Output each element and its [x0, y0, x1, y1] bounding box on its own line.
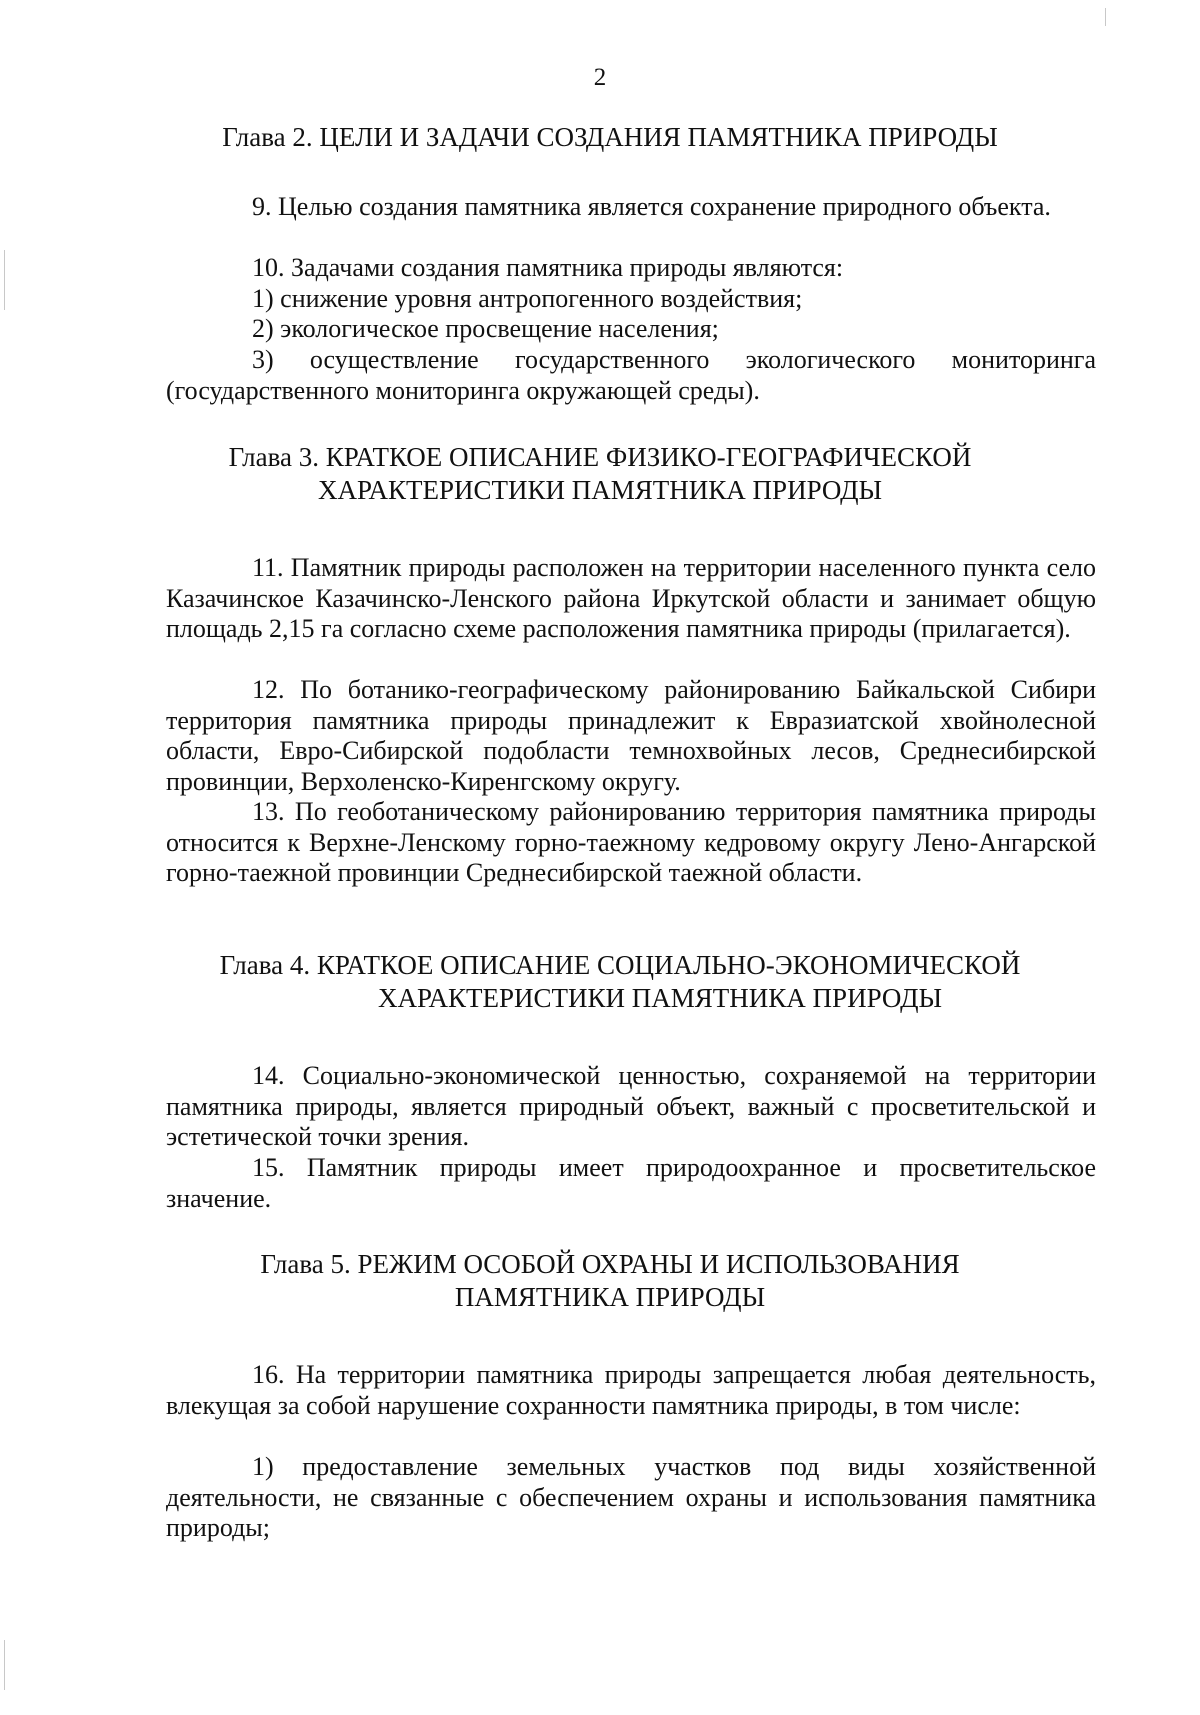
paragraph-12: 12. По ботанико-географическому районированию Байкальской Сибири территория памятника природы принадлежит к Евразиатской хвойнолесной области, Евро-Сибирской подобласти темнохвойных лесов, Среднесибирской провинции, Верхоленско-Киренгскому округу. — [166, 675, 1096, 796]
chapter-2-title: Глава 2. ЦЕЛИ И ЗАДАЧИ СОЗДАНИЯ ПАМЯТНИКА ПРИРОДЫ — [222, 122, 998, 152]
list-item-16-1: 1) предоставление земельных участков под виды хозяйственной деятельности, не связанные с обеспечением охраны и использования памятника природы; — [166, 1452, 1096, 1542]
scan-edge-mark — [4, 250, 5, 310]
list-item-1: 1) снижение уровня антропогенного воздействия; — [252, 284, 803, 313]
scan-edge-mark — [1105, 8, 1106, 26]
chapter-4-title-line-1: Глава 4. КРАТКОЕ ОПИСАНИЕ СОЦИАЛЬНО-ЭКОНОМИЧЕСКОЙ — [219, 950, 1021, 980]
paragraph-15: 15. Памятник природы имеет природоохранное и просветительское значение. — [166, 1153, 1096, 1213]
paragraph-10: 10. Задачами создания памятника природы являются: — [252, 253, 844, 282]
chapter-5-title-line-1: Глава 5. РЕЖИМ ОСОБОЙ ОХРАНЫ И ИСПОЛЬЗОВАНИЯ — [260, 1249, 960, 1279]
paragraph-13: 13. По геоботаническому районированию территория памятника природы относится к Верхне-Ленскому горно-таежному кедровому округу Лено-Ангарской горно-таежной провинции Среднесибирской таежной области. — [166, 797, 1096, 887]
chapter-4-title-line-2: ХАРАКТЕРИСТИКИ ПАМЯТНИКА ПРИРОДЫ — [377, 983, 943, 1013]
paragraph-14: 14. Социально-экономической ценностью, сохраняемой на территории памятника природы, является природный объект, важный с просветительской и эстетической точки зрения. — [166, 1061, 1096, 1151]
chapter-5-title-line-2: ПАМЯТНИКА ПРИРОДЫ — [454, 1282, 766, 1312]
chapter-3-title-line-1: Глава 3. КРАТКОЕ ОПИСАНИЕ ФИЗИКО-ГЕОГРАФИЧЕСКОЙ — [228, 442, 972, 472]
chapter-3-title-line-2: ХАРАКТЕРИСТИКИ ПАМЯТНИКА ПРИРОДЫ — [317, 475, 883, 505]
paragraph-16: 16. На территории памятника природы запрещается любая деятельность, влекущая за собой нарушение сохранности памятника природы, в том числе: — [166, 1360, 1096, 1420]
scan-edge-mark — [4, 1640, 5, 1690]
paragraph-11: 11. Памятник природы расположен на территории населенного пункта село Казачинское Казачинско-Ленского района Иркутской области и занимает общую площадь 2,15 га согласно схеме расположения памятника природы (прилагается). — [166, 553, 1096, 643]
list-item-2: 2) экологическое просвещение населения; — [252, 314, 719, 343]
paragraph-9: 9. Целью создания памятника является сохранение природного объекта. — [252, 192, 1051, 221]
page-number: 2 — [593, 64, 607, 91]
list-item-3: 3) осуществление государственного экологического мониторинга (государственного мониторинга окружающей среды). — [166, 345, 1096, 405]
